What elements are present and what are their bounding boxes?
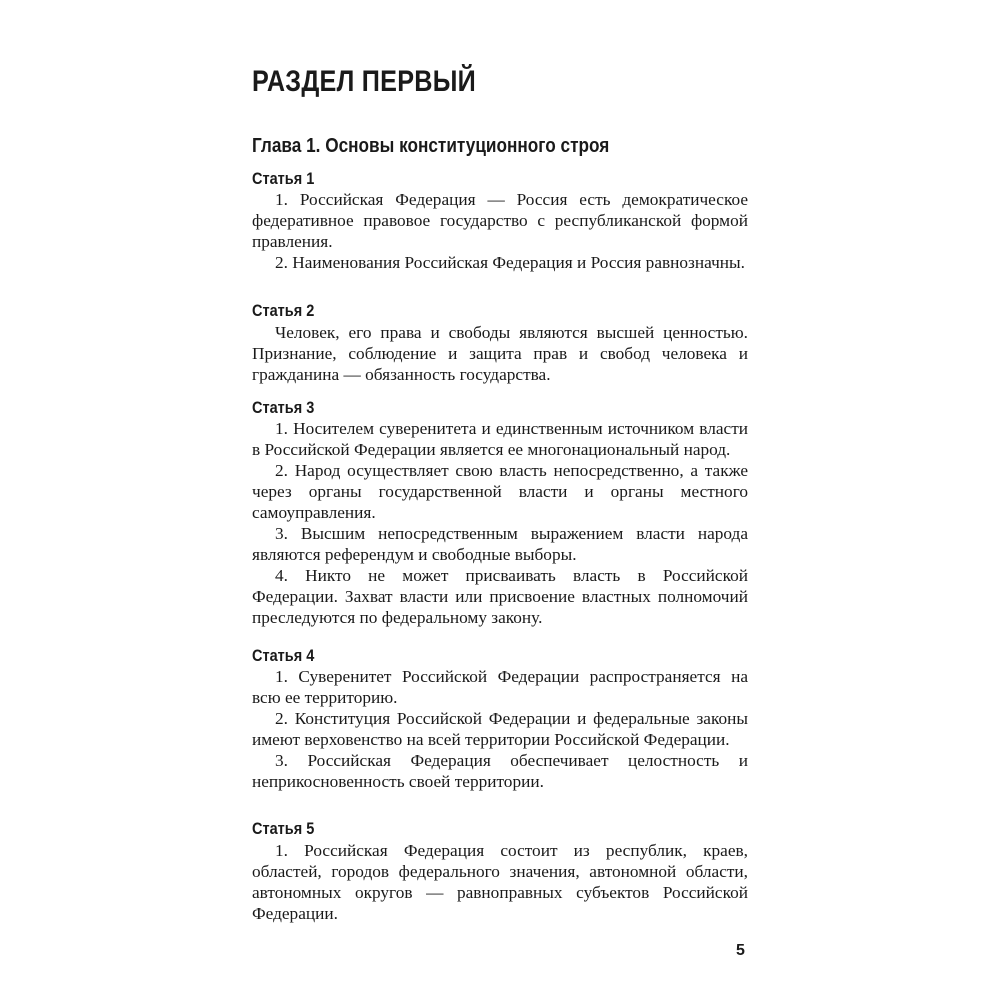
article-5-body [252,840,748,924]
page-number: 5 [736,942,745,959]
article-1-title: Статья 1 [252,170,315,188]
article-1-paragraph-1: 1. Российская Федерация — Россия есть демократическое федеративное правовое государство с республиканской формой правления. [252,190,748,251]
article-4-body [252,666,748,792]
chapter-title: Глава 1. Основы конституционного строя [252,135,610,157]
article-3-paragraph-1: 1. Носителем суверенитета и единственным источником власти в Российской Федерации является ее многонациональный народ. [252,419,748,459]
article-3-body [252,418,748,628]
article-3-title: Статья 3 [252,399,315,417]
article-5-paragraph-1: 1. Российская Федерация состоит из республик, краев, областей, городов федерального значения, автономной области, автономных округов — равноправных субъектов Российской Федерации. [252,841,748,923]
article-2-body [252,322,748,385]
article-1-paragraph-2: 2. Наименования Российская Федерация и Россия равнозначны. [275,253,745,272]
article-5-title: Статья 5 [252,820,315,838]
article-2-paragraph-1: Человек, его права и свободы являются высшей ценностью. Признание, соблюдение и защита прав и свобод человека и гражданина — обязанность государства. [252,323,748,384]
article-4-paragraph-1: 1. Суверенитет Российской Федерации распространяется на всю ее территорию. [252,667,748,707]
article-2-title: Статья 2 [252,302,315,320]
article-4-title: Статья 4 [252,647,315,665]
article-3-paragraph-4: 4. Никто не может присваивать власть в Российской Федерации. Захват власти или присвоение властных полномочий преследуются по федеральному закону. [252,566,748,627]
article-3-paragraph-2: 2. Народ осуществляет свою власть непосредственно, а также через органы государственной власти и органы местного самоуправления. [252,461,748,522]
article-4-paragraph-2: 2. Конституция Российской Федерации и федеральные законы имеют верховенство на всей территории Российской Федерации. [252,709,748,749]
section-title: РАЗДЕЛ ПЕРВЫЙ [252,65,477,98]
article-4-paragraph-3: 3. Российская Федерация обеспечивает целостность и неприкосновенность своей территории. [252,751,748,791]
article-1-body [252,189,748,273]
article-3-paragraph-3: 3. Высшим непосредственным выражением власти народа являются референдум и свободные выборы. [252,524,748,564]
